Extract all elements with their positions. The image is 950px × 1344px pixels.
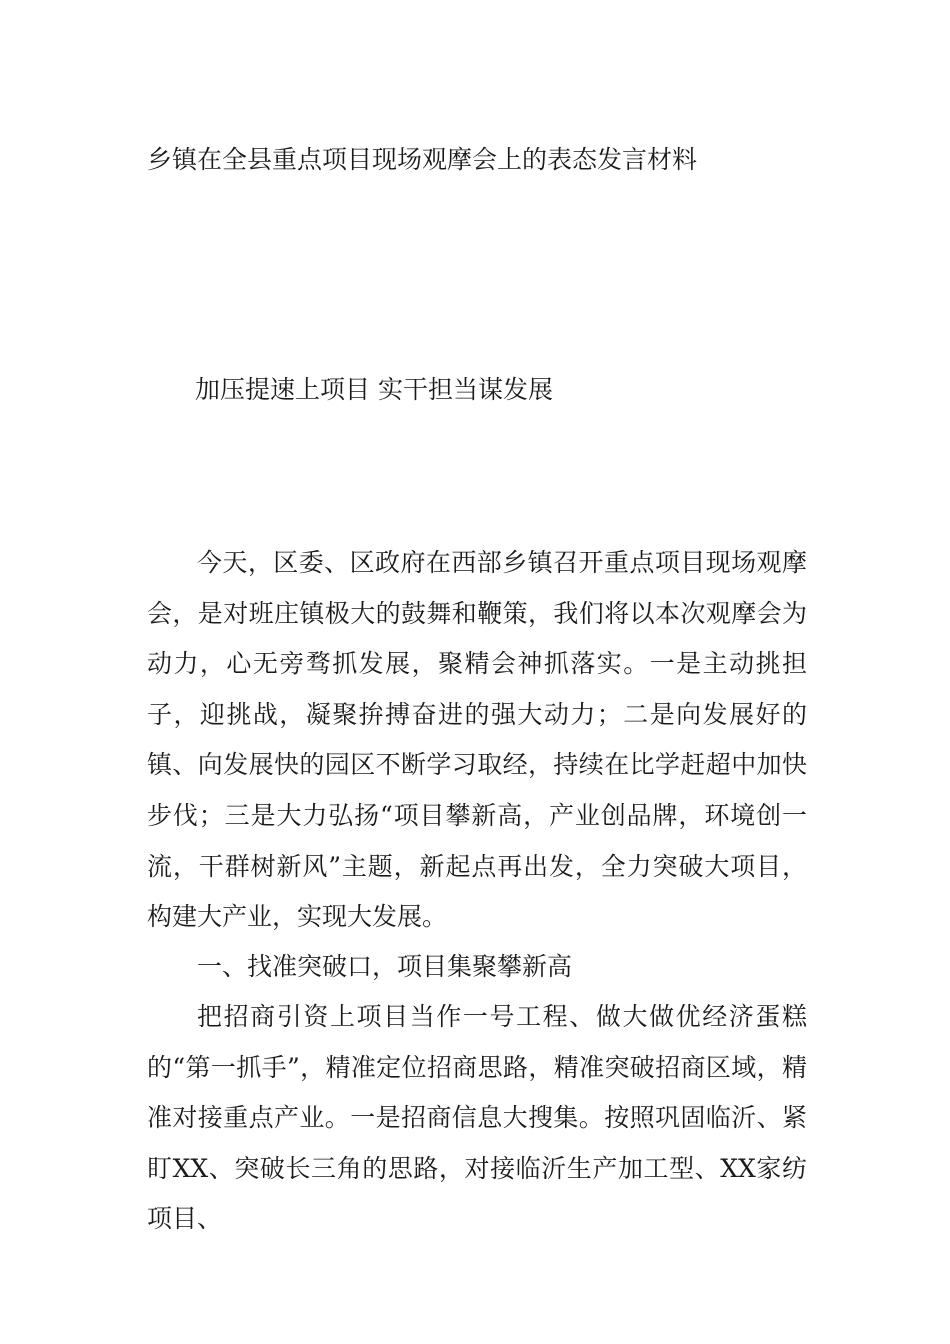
document-subtitle: 加压提速上项目 实干担当谋发展 xyxy=(195,375,553,404)
document-title: 乡镇在全县重点项目现场观摩会上的表态发言材料 xyxy=(147,145,698,174)
body-paragraph: 把招商引资上项目当作一号工程、做大做优经济蛋糕的“第一抓手”，精准定位招商思路，精准突破招商区域，精准对接重点产业。一是招商信息大搜集。按照巩固临沂、紧盯XX、突破长三角的思路，对接临沂生产加工型、XX家纺项目、 xyxy=(147,1002,807,1234)
body-paragraph: 今天，区委、区政府在西部乡镇召开重点项目现场观摩会，是对班庄镇极大的鼓舞和鞭策，我们将以本次观摩会为动力，心无旁骛抓发展，聚精会神抓落实。一是主动挑担子，迎挑战，凝聚拚搏奋进的强大动力；二是向发展好的镇、向发展快的园区不断学习取经，持续在比学赶超中加快步伐；三是大力弘扬“项目攀新高，产业创品牌，环境创一流，干群树新风”主题，新起点再出发，全力突破大项目，构建大产业，实现大发展。 xyxy=(147,548,807,932)
section-heading: 一、找准突破口，项目集聚攀新高 xyxy=(197,952,573,981)
